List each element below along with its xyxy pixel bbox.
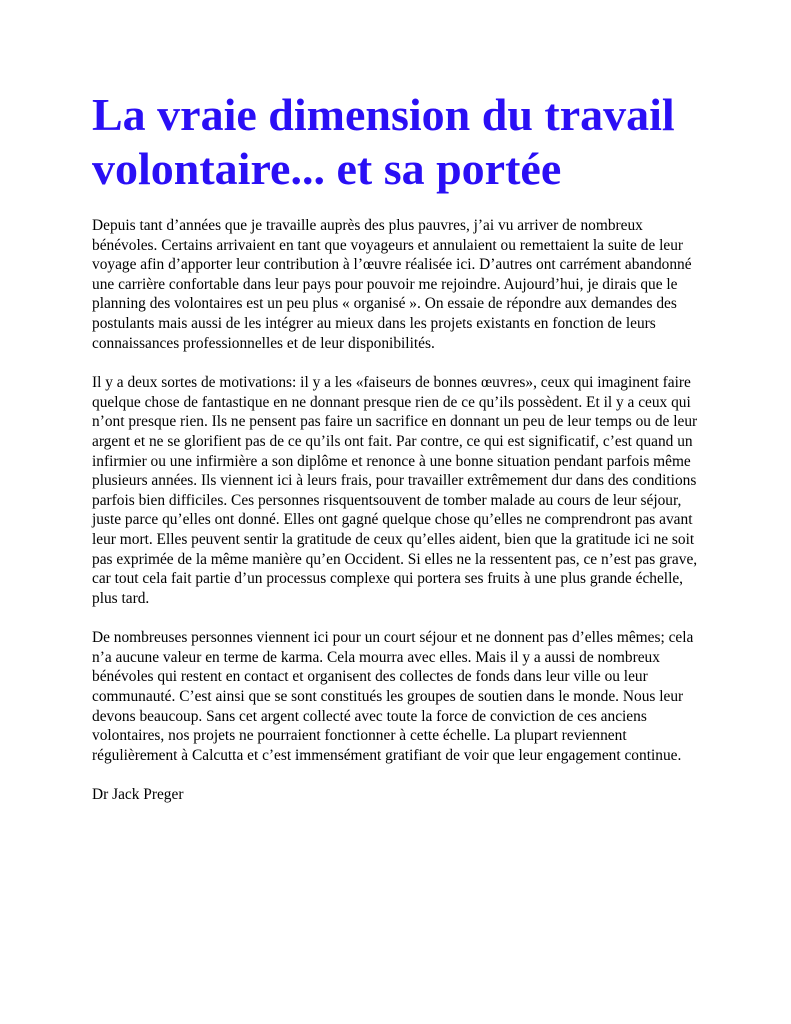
page-title: La vraie dimension du travail volontaire... et sa portée [92, 89, 675, 194]
paragraph-volunteers-history: Depuis tant d’années que je travaille auprès des plus pauvres, j’ai vu arriver de nombreux bénévoles. Certains arrivaient en tant que voyageurs et annulaient ou remettaient la suite de leur voyage afin d’apporter leur contribution à l’œuvre réalisée ici. D’autres ont carrément abandonné une carrière confortable dans leur pays pour pouvoir me rejoindre. Aujourd’hui, je dirais que le planning des volontaires est un peu plus « organisé ». On essaie de répondre aux demandes des postulants mais aussi de les intégrer au mieux dans les projets existants en fonction de leurs connaissances professionnelles et de leur disponibilités. [92, 217, 692, 352]
author-signature: Dr Jack Preger [92, 786, 184, 804]
paragraph-motivations: Il y a deux sortes de motivations: il y a les «faiseurs de bonnes œuvres», ceux qui imaginent faire quelque chose de fantastique en ne donnant presque rien de ce qu’ils possèdent. Et il y a ceux qui n’ont presque rien. Ils ne pensent pas faire un sacrifice en donnant un peu de leur temps ou de leur argent et ne se glorifient pas de ce qu’ils ont fait. Par contre, ce qui est significatif, c’est quand un infirmier ou une infirmière a son diplôme et renonce à une bonne situation pendant parfois même plusieurs années. Ils viennent ici à leurs frais, pour travailler extrêmement dur dans des conditions parfois bien difficiles. Ces personnes risquentsouvent de tomber malade au cours de leur séjour, juste parce qu’elles ont donné. Elles ont gagné quelque chose qu’elles ne comprendront pas avant leur mort. Elles peuvent sentir la gratitude de ceux qu’elles aident, bien que la gratitude ici ne soit pas exprimée de la même manière qu’en Occident. Si elles ne la ressentent pas, ce n’est pas grave, car tout cela fait partie d’un processus complexe qui portera ses fruits à une plus grande échelle, plus tard. [92, 374, 698, 607]
paragraph-support-groups: De nombreuses personnes viennent ici pour un court séjour et ne donnent pas d’elles mêmes; cela n’a aucune valeur en terme de karma. Cela mourra avec elles. Mais il y a aussi de nombreux bénévoles qui restent en contact et organisent des collectes de fonds dans leur ville ou leur communauté. C’est ainsi que se sont constitués les groupes de soutien dans le monde. Nous leur devons beaucoup. Sans cet argent collecté avec toute la force de conviction de ces anciens volontaires, nos projets ne pourraient fonctionner à cette échelle. La plupart reviennent régulièrement à Calcutta et c’est immensément gratifiant de voir que leur engagement continue. [92, 629, 694, 764]
